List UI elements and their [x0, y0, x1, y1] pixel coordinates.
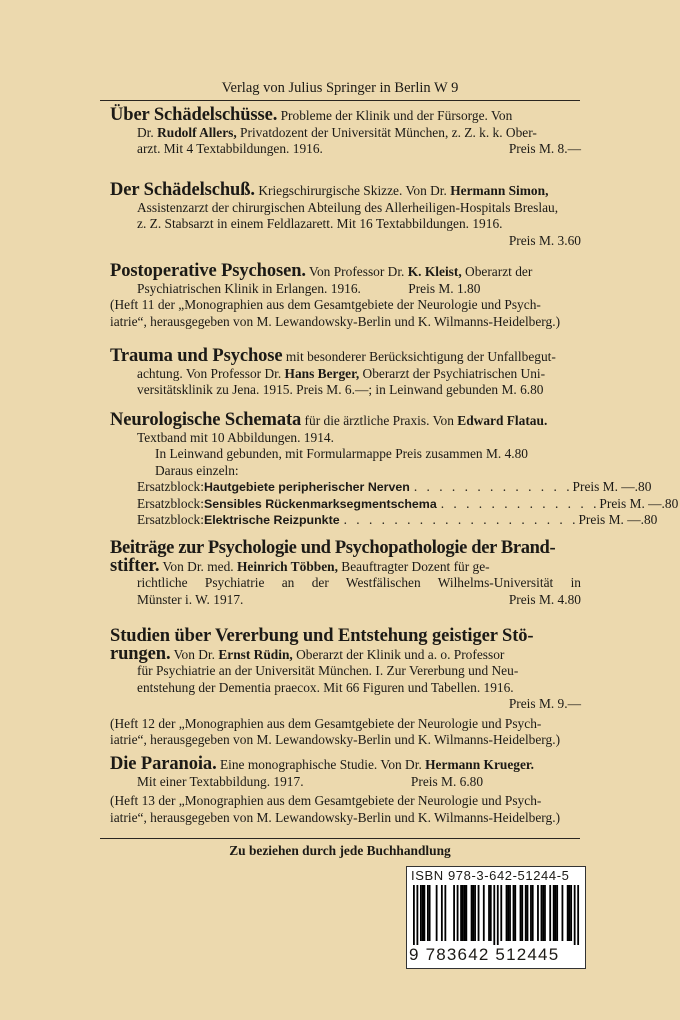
barcode-bars [413, 885, 579, 945]
entry-text: Von Professor Dr. [305, 264, 408, 279]
barcode-bar [416, 885, 418, 945]
ersatzblock-item: Sensibles Rückenmarksegmentschema [203, 496, 437, 511]
entry-title: stifter. [110, 555, 160, 576]
barcode-bar [422, 885, 424, 941]
entry-text: Oberarzt der [461, 264, 533, 279]
barcode-bar [465, 885, 467, 941]
entry-title: Über Schädelschüsse. [110, 105, 278, 125]
entry-text: arzt. Mit 4 Textabbildungen. 1916. [137, 141, 323, 156]
entry-title: Trauma und Psychose [110, 346, 283, 366]
barcode-bar [472, 885, 474, 941]
entry-price: versitätsklinik zu Jena. 1915. Preis M. 6.—; in Leinwand gebunden M. 6.80 [137, 382, 544, 397]
entry-subtitle: Probleme der Klinik und der Fürsorge. Von [277, 108, 513, 123]
entry-title: Der Schädelschuß. [110, 180, 255, 200]
entry-text: Oberarzt der Psychiatrischen Uni- [359, 365, 546, 381]
entry-text: entstehung der Dementia praecox. Mit 66 Figuren und Tabellen. 1916. [137, 679, 514, 695]
entry-title: rungen. [110, 643, 171, 664]
entry-title: Die Paranoia. [110, 754, 217, 774]
isbn-label: ISBN 978-3-642-51244-5 [411, 868, 570, 883]
entry-price: Preis M. 4.80 [508, 591, 581, 607]
barcode-bar [471, 885, 473, 941]
barcode-bar [537, 885, 539, 941]
barcode-bar [478, 885, 480, 941]
barcode-bar [488, 885, 490, 941]
ersatzblock-price: Preis M. —.80 [572, 479, 652, 494]
entry-price: Preis M. 8.— [508, 141, 581, 156]
barcode-bar [497, 885, 499, 945]
entry-author: Edward Flatau. [457, 413, 548, 428]
entry-text: Von Dr. med. [159, 558, 237, 574]
entry-text: achtung. Von Professor Dr. [137, 365, 285, 381]
barcode-bar [453, 885, 455, 941]
barcode-bar [541, 885, 543, 941]
ean-digits: 9 783642 512445 [409, 945, 560, 964]
barcode-bar [493, 885, 495, 945]
barcode-bar [429, 885, 431, 941]
entry-author: Hermann Simon, [450, 183, 549, 198]
barcode-bar [474, 885, 476, 941]
entry-title: Neurologische Schemata [110, 410, 302, 430]
barcode-bar [514, 885, 516, 941]
entry-schaedelschuesse [110, 107, 581, 158]
barcode-bar [420, 885, 422, 941]
barcode-bar [507, 885, 509, 941]
entry-text: Textband mit 10 Abbildungen. 1914. [137, 429, 334, 445]
barcode-bar [542, 885, 544, 941]
barcode-bar [436, 885, 438, 941]
publisher-line: Verlag von Julius Springer in Berlin W 9 [221, 80, 459, 96]
barcode-bar [444, 885, 446, 941]
barcode-bar [555, 885, 557, 941]
entry-text: Mit einer Textabbildung. 1917. [137, 773, 304, 789]
entry-text: Assistenzarzt der chirurgischen Abteilung des Allerheiligen-Hospitals Breslau, [137, 199, 559, 215]
entry-price: In Leinwand gebunden, mit Formularmappe Preis zusammen M. 4.80 [155, 446, 529, 461]
barcode-bar [460, 885, 462, 941]
entry-subtitle: Kriegschirurgische Skizze. Von Dr. [254, 183, 451, 198]
entry-subtitle: für die ärztliche Praxis. Von [301, 413, 458, 428]
ersatzblock-label: Ersatzblock: [137, 479, 204, 494]
entry-text: Privatdozent der Universität München, z. Z. k. k. Ober- [236, 124, 537, 140]
entry-author: Ernst Rüdin, [218, 646, 293, 662]
series-note: iatrie“, herausgegeben von M. Lewandowsky-Berlin und K. Wilmanns-Heidelberg.) [110, 732, 561, 747]
series-note: (Heft 12 der „Monographien aus dem Gesamtgebiete der Neurologie und Psych- [110, 715, 542, 731]
entry-trauma-und-psychose [110, 348, 581, 399]
barcode-bar [553, 885, 555, 941]
leader-dots: . . . . . . . . . . . . . . . . . . . [343, 512, 579, 527]
barcode-bar [569, 885, 571, 941]
series-note: (Heft 13 der „Monographien aus dem Gesamtgebiete der Neurologie und Psych- [110, 793, 542, 808]
entry-author: Rudolf Allers, [157, 124, 237, 140]
entry-text: Beauftragter Dozent für ge- [337, 558, 490, 574]
barcode-bar [509, 885, 511, 941]
top-rule [100, 100, 580, 101]
barcode-bar [423, 885, 425, 941]
entry-text: Oberarzt der Klinik und a. o. Professor [292, 646, 505, 662]
entry-price: Preis M. 1.80 [408, 280, 481, 296]
entry-neurologische-schemata [110, 410, 679, 529]
entry-text: Von Dr. [170, 646, 219, 662]
entry-schaedelschuss [110, 182, 581, 249]
series-note: iatrie“, herausgegeben von M. Lewandowsky-Berlin und K. Wilmanns-Heidelberg.) [110, 809, 561, 825]
barcode-bar [574, 885, 576, 945]
footer-line: Zu beziehen durch jede Buchhandlung [229, 843, 451, 858]
barcode-bar [527, 885, 529, 941]
entry-subtitle: mit besonderer Berücksichtigung der Unfallbegut- [282, 349, 556, 364]
barcode-bar [464, 885, 466, 941]
entry-author: Heinrich Többen, [237, 558, 338, 574]
barcode-bar [567, 885, 569, 941]
entry-price: Preis M. 9.— [508, 696, 581, 711]
barcode-bar [500, 885, 502, 941]
entry-price: Preis M. 3.60 [508, 232, 581, 248]
bottom-rule [100, 838, 580, 839]
entry-postoperative-psychosen [110, 263, 581, 330]
ersatzblock-price: Preis M. —.80 [578, 512, 658, 527]
barcode-bar [413, 885, 415, 945]
barcode-bar [513, 885, 515, 941]
barcode-bar [530, 885, 532, 941]
ersatzblock-row [110, 512, 658, 529]
entry-text: Dr. [137, 124, 158, 140]
ersatzblock-label: Ersatzblock: [137, 512, 204, 527]
leader-dots: . . . . . . . . . . . . . [440, 495, 600, 511]
barcode-bar [570, 885, 572, 941]
entry-text: Psychiatrischen Klinik in Erlangen. 1916. [137, 280, 361, 296]
entry-vererbung [110, 628, 581, 749]
ersatzblock-price: Preis M. —.80 [599, 495, 679, 511]
entry-text: Münster i. W. 1917. [137, 591, 244, 607]
ersatzblock-item: Elektrische Reizpunkte [203, 513, 340, 527]
entry-text: für Psychiatrie an der Universität München. I. Zur Vererbung und Neu- [137, 663, 519, 678]
entry-text: richtliche Psychiatrie an der Westfälischen Wilhelms-Universität in [137, 575, 581, 590]
barcode-bar [520, 885, 522, 941]
barcode-bar [532, 885, 534, 941]
ersatzblock-label: Ersatzblock: [137, 495, 204, 511]
entry-paranoia [110, 756, 581, 826]
barcode-bar [521, 885, 523, 941]
barcode-bar [544, 885, 546, 941]
ersatzblock-row [110, 495, 679, 513]
barcode-bar [457, 885, 459, 941]
barcode-bar [506, 885, 508, 941]
entry-subtitle: Eine monographische Studie. Von Dr. [216, 757, 426, 772]
barcode-bar [562, 885, 564, 941]
entry-text: z. Z. Stabsarzt in einem Feldlazarett. Mit 16 Textabbildungen. 1916. [137, 216, 503, 231]
series-note: (Heft 11 der „Monographien aus dem Gesamtgebiete der Neurologie und Psych- [110, 297, 541, 312]
entry-title: Postoperative Psychosen. [110, 261, 306, 281]
barcode-bar [577, 885, 579, 945]
entry-author: Hermann Krueger. [425, 757, 534, 772]
leader-dots: . . . . . . . . . . . . . [413, 479, 573, 494]
isbn-barcode [406, 866, 586, 969]
entry-price: Preis M. 6.80 [410, 773, 484, 789]
ersatzblock-item: Hautgebiete peripherischer Nerven [203, 480, 410, 494]
entry-text: Daraus einzeln: [155, 462, 239, 478]
barcode-bar [483, 885, 485, 941]
entry-author: Hans Berger, [284, 365, 360, 381]
entry-title: Beiträge zur Psychologie und Psychopathologie der Brand- [110, 538, 556, 558]
barcode-bar [490, 885, 492, 941]
barcode-bar [525, 885, 527, 941]
barcode-bar [556, 885, 558, 941]
barcode-bar [441, 885, 443, 941]
barcode-bar [462, 885, 464, 941]
ersatzblock-row [110, 479, 652, 496]
barcode-bar [427, 885, 429, 941]
entry-title: Studien über Vererbung und Entstehung geistiger Stö- [110, 626, 534, 646]
entry-author: K. Kleist, [407, 264, 462, 279]
barcode-bar [549, 885, 551, 941]
entry-brandstifter [110, 540, 581, 608]
series-note: iatrie“, herausgegeben von M. Lewandowsky-Berlin und K. Wilmanns-Heidelberg.) [110, 313, 561, 329]
